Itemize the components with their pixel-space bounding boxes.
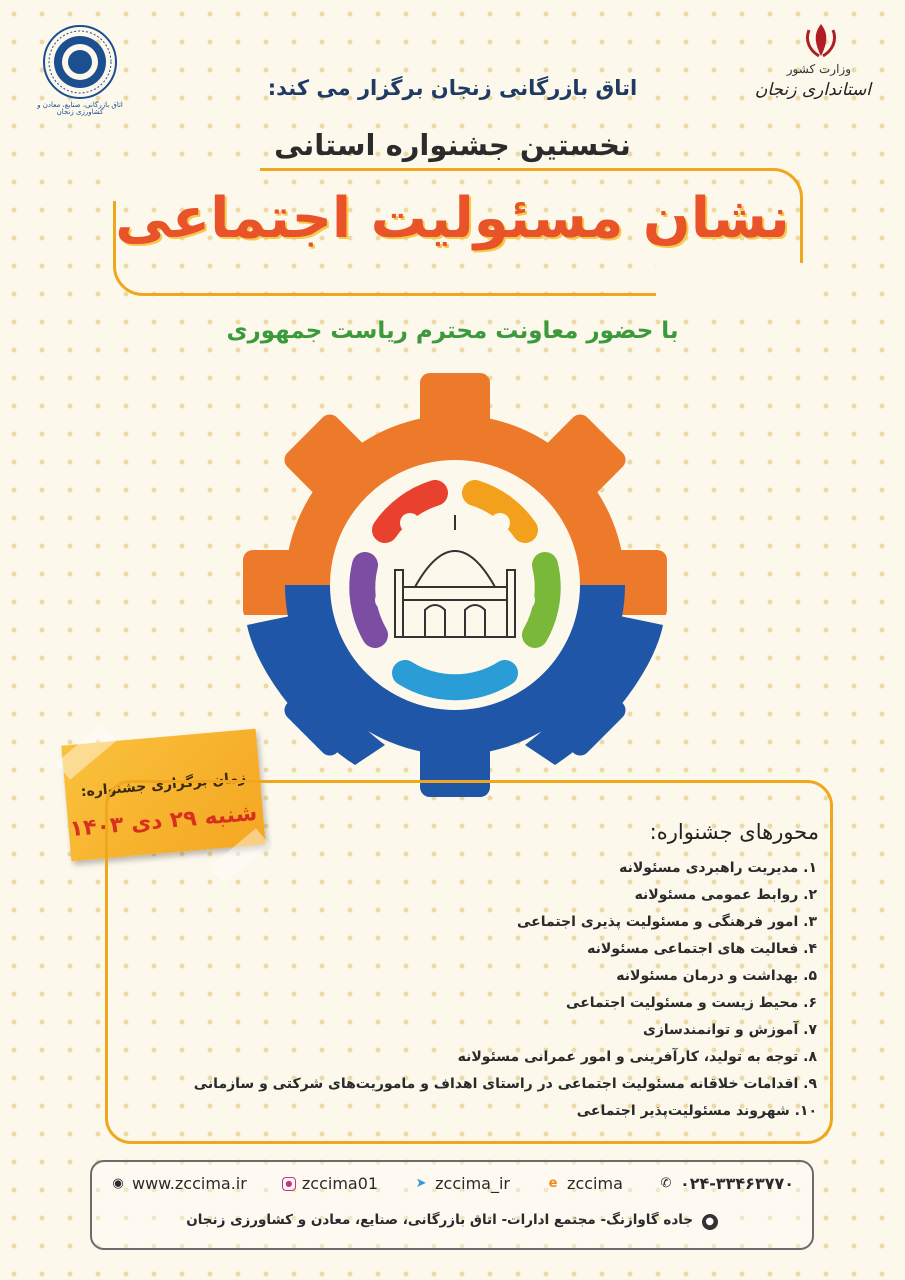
list-item: ۹. اقدامات خلاقانه مسئولیت اجتماعی در راستای اهداف و ماموریت‌های شرکتی و سازمانی: [193, 1076, 817, 1092]
subtitle: با حضور معاونت محترم ریاست جمهوری: [226, 318, 679, 344]
instagram-icon: ●: [282, 1177, 296, 1191]
instagram-text: zccima01: [301, 1174, 379, 1193]
website-link[interactable]: [110, 1174, 247, 1193]
phone-icon: ✆: [660, 1175, 672, 1191]
iran-emblem-icon: [801, 22, 841, 58]
telegram-link[interactable]: [413, 1174, 510, 1193]
gov-logo-line2: استانداری زنجان: [754, 80, 871, 100]
gear-hands-emblem: [235, 365, 675, 805]
globe-icon: ◉: [112, 1175, 124, 1191]
list-item: ۵. بهداشت و درمان مسئولانه: [616, 968, 817, 984]
instagram-link[interactable]: [282, 1174, 378, 1193]
main-title: نشان مسئولیت اجتماعی: [115, 186, 790, 251]
list-item: ۸. توجه به تولید، کارآفرینی و امور عمرانی مسئولانه: [457, 1049, 817, 1065]
date-value: شنبه ۲۹ دی ۱۴۰۳: [68, 800, 259, 843]
address: [92, 1212, 812, 1230]
eitaa-text: zccima: [567, 1174, 623, 1193]
list-item: ۳. امور فرهنگی و مسئولیت پذیری اجتماعی: [516, 914, 817, 930]
contact-bar: [90, 1160, 814, 1250]
telegram-text: zccima_ir: [435, 1174, 510, 1193]
gov-logo-line1: وزارت کشور: [786, 62, 851, 76]
list-item: ۶. محیط زیست و مسئولیت اجتماعی: [566, 995, 817, 1011]
list-item: ۲. روابط عمومی مسئولانه: [634, 887, 817, 903]
phone-text: ۰۲۴-۳۳۴۶۳۷۷۰: [679, 1174, 794, 1193]
phone-link[interactable]: [658, 1174, 794, 1193]
organizer-line: اتاق بازرگانی زنجان برگزار می کند:: [267, 76, 638, 100]
location-pin-icon: ●: [702, 1214, 718, 1230]
date-label: زمان برگزاری جشنواره:: [80, 769, 247, 801]
eitaa-icon: e: [548, 1175, 558, 1191]
list-item: ۷. آموزش و توانمندسازی: [642, 1022, 817, 1038]
eitaa-link[interactable]: [545, 1174, 623, 1193]
festival-pre-title: نخستین جشنواره استانی: [274, 128, 631, 162]
contact-row: [92, 1174, 812, 1193]
axes-title: محورهای جشنواره:: [649, 820, 819, 844]
list-item: ۱. مدیریت راهبردی مسئولانه: [619, 860, 817, 876]
chamber-logo-caption: اتاق بازرگانی، صنایع، معادن و کشاورزی زنجان: [37, 101, 123, 116]
address-text: جاده گاوازنگ- مجتمع ادارات- اتاق بازرگانی، صنایع، معادن و کشاورزی زنجان: [186, 1212, 694, 1228]
website-text: www.zccima.ir: [132, 1174, 247, 1193]
list-item: ۱۰. شهروند مسئولیت‌پذیر اجتماعی: [576, 1103, 817, 1119]
telegram-icon: ➤: [415, 1175, 427, 1191]
list-item: ۴. فعالیت های اجتماعی مسئولانه: [587, 941, 817, 957]
axes-list: [194, 855, 817, 1125]
chamber-of-commerce-logo: [34, 22, 126, 120]
